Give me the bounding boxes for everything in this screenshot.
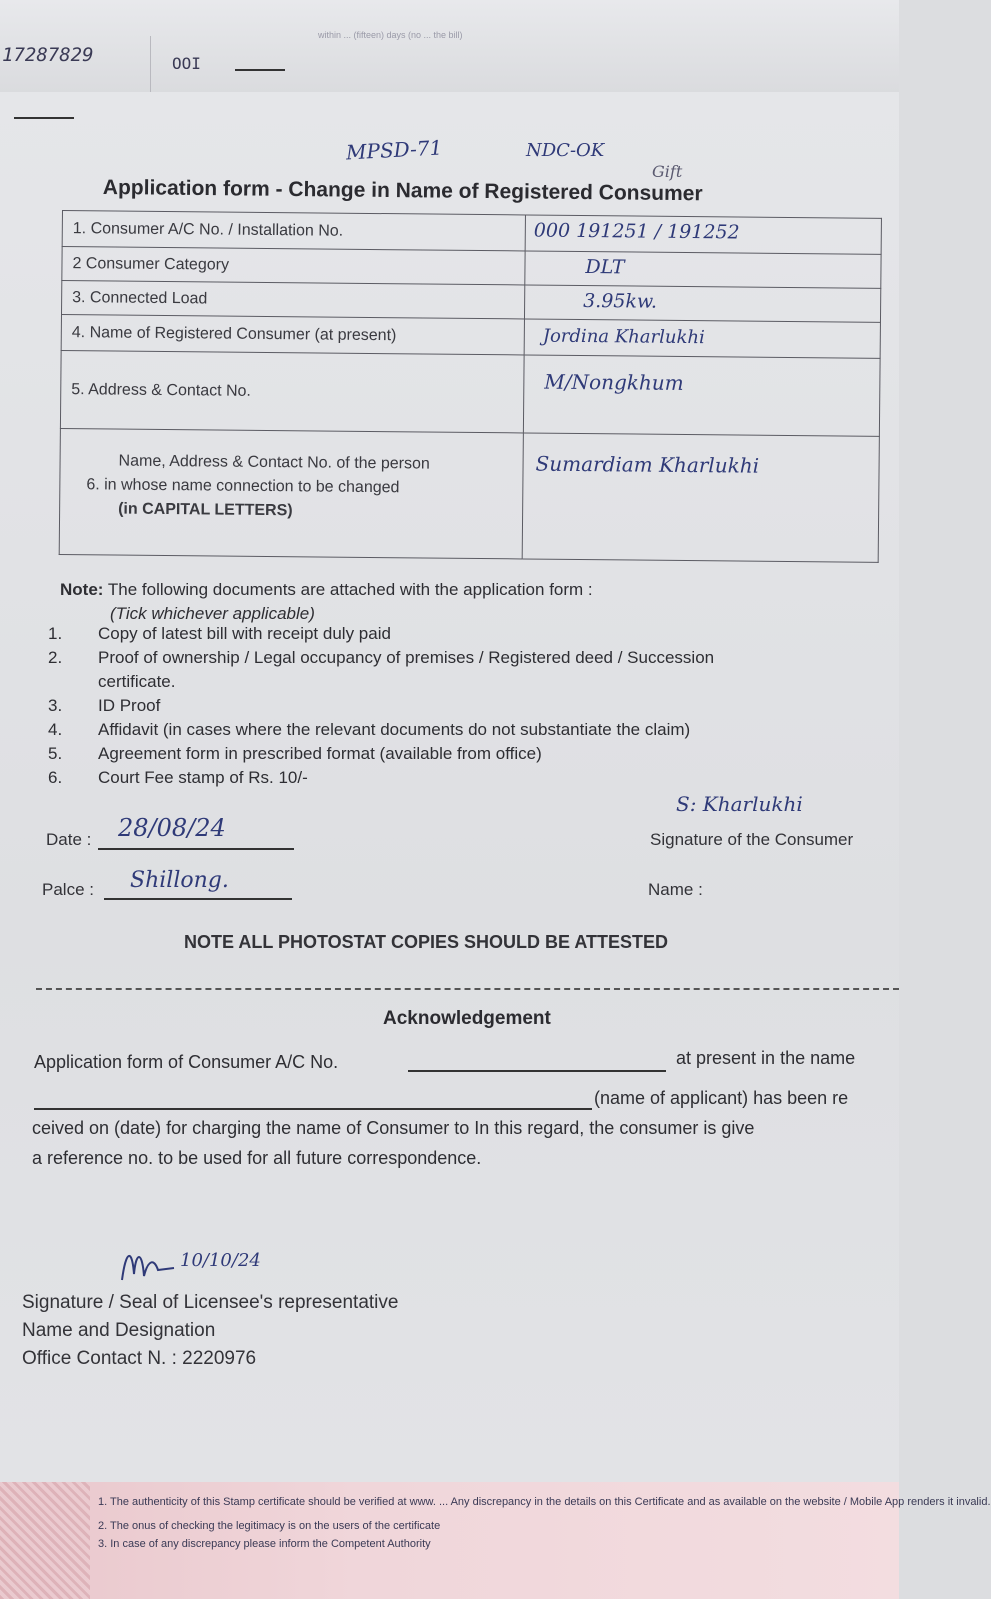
stamp-pattern	[0, 1482, 90, 1599]
stamp-note-2: 2. The onus of checking the legitimacy is on the users of the certificate	[98, 1520, 441, 1532]
date-label: Date :	[46, 830, 92, 849]
list-item: 6. Court Fee stamp of Rs. 10/-	[48, 768, 308, 787]
licensee-office-contact: Office Contact N. : 2220976	[22, 1348, 257, 1369]
handwritten-new-name: Sumardiam Kharlukhi	[535, 451, 760, 478]
row-label: 1. Consumer A/C No. / Installation No.	[62, 211, 525, 251]
handwritten-number: 17287829	[2, 44, 94, 66]
ack-line3: ceived on (date) for charging the name of Consumer to In this regard, the consumer is give	[32, 1118, 755, 1138]
row-value-cell	[524, 319, 880, 358]
row-label: 4. Name of Registered Consumer (at present)	[61, 315, 524, 355]
row-label: 2 Consumer Category	[62, 247, 525, 285]
handwritten-account-no: 000 191251 / 191252	[533, 219, 740, 244]
faint-text: within ... (fifteen) days (no ... the bill)	[318, 30, 463, 40]
row-label-line1: Name, Address & Contact No. of the person	[118, 452, 430, 473]
ack-line1-start: Application form of Consumer A/C No.	[34, 1052, 339, 1072]
pen-mark	[14, 117, 74, 119]
ack-account-underline	[408, 1070, 666, 1072]
list-item: 1. Copy of latest bill with receipt duly paid	[48, 624, 391, 643]
row-label	[59, 428, 523, 558]
row-label-line3: (in CAPITAL LETTERS)	[118, 500, 293, 520]
handwritten-present-consumer: Jordina Kharlukhi	[542, 325, 705, 349]
row-label-line2: 6. in whose name connection to be changed	[86, 476, 400, 497]
stamp-note-1: 1. The authenticity of this Stamp certificate should be verified at www. ... Any discrepancy in the details on this Certificate and as available on the website / Mobile App renders it invalid.	[98, 1496, 991, 1508]
ack-line2: (name of applicant) has been re	[594, 1088, 849, 1108]
consumer-details-table	[59, 210, 882, 563]
date-underline	[98, 848, 294, 850]
licensee-signature-label: Signature / Seal of Licensee's representative	[22, 1292, 399, 1313]
background-paper-strip	[0, 0, 899, 100]
attachment-note	[60, 578, 593, 626]
documents-list	[48, 622, 714, 790]
licensee-signature-date: 10/10/24	[180, 1250, 261, 1271]
list-item: 2. Proof of ownership / Legal occupancy of premises / Registered deed / Succession	[48, 648, 715, 667]
note-text: The following documents are attached with the application form :	[103, 580, 593, 599]
attestation-note: NOTE ALL PHOTOSTAT COPIES SHOULD BE ATTESTED	[184, 932, 669, 952]
list-item: certificate.	[98, 672, 176, 691]
handwritten-date: 28/08/24	[118, 814, 226, 842]
cut-line	[36, 988, 899, 990]
handwritten-address: M/Nongkhum	[544, 369, 684, 395]
consumer-signature-label: Signature of the Consumer	[650, 830, 854, 849]
licensee-signature-scrawl	[118, 1240, 178, 1290]
handwritten-code-left: MPSD-71	[345, 135, 443, 165]
handwritten-ood: OOI	[172, 54, 201, 73]
handwritten-code-right: NDC-OK	[526, 140, 605, 161]
table-row	[59, 428, 879, 562]
list-item: 3. ID Proof	[48, 696, 161, 715]
handwritten-load: 3.95kw.	[583, 290, 658, 313]
handwritten-gift: Gift	[652, 162, 683, 181]
place-underline	[104, 898, 292, 900]
row-value-cell	[524, 285, 880, 322]
acknowledgement-title: Acknowledgement	[383, 1008, 551, 1029]
form-title: Application form - Change in Name of Registered Consumer	[102, 176, 703, 206]
pen-dash	[235, 69, 285, 71]
stamp-paper-footer	[0, 1482, 991, 1599]
place-label: Palce :	[42, 880, 94, 899]
paper-fold-line	[150, 36, 151, 100]
ack-applicant-underline	[34, 1108, 592, 1110]
row-label: 3. Connected Load	[61, 281, 524, 319]
note-bold: Note:	[60, 580, 104, 599]
ack-line4: a reference no. to be used for all future correspondence.	[32, 1148, 482, 1168]
handwritten-place: Shillong.	[130, 868, 229, 893]
row-value-cell	[525, 251, 881, 288]
list-item: 5. Agreement form in prescribed format (available from office)	[48, 744, 542, 763]
list-item: 4. Affidavit (in cases where the relevant documents do not substantiate the claim)	[48, 720, 691, 739]
ack-line1-end: at present in the name	[676, 1048, 856, 1068]
note-sub: (Tick whichever applicable)	[110, 604, 315, 623]
stamp-note-3: 3. In case of any discrepancy please inform the Competent Authority	[98, 1538, 431, 1550]
table-row	[60, 350, 880, 436]
row-value-cell	[523, 355, 880, 436]
licensee-name-designation: Name and Designation	[22, 1320, 216, 1341]
row-value-cell	[525, 215, 881, 254]
consumer-signature-handwritten: S: Kharlukhi	[676, 792, 803, 816]
row-value-cell	[522, 433, 879, 562]
row-label: 5. Address & Contact No.	[60, 350, 524, 432]
name-label: Name :	[648, 880, 703, 899]
handwritten-category: DLT	[585, 256, 625, 279]
